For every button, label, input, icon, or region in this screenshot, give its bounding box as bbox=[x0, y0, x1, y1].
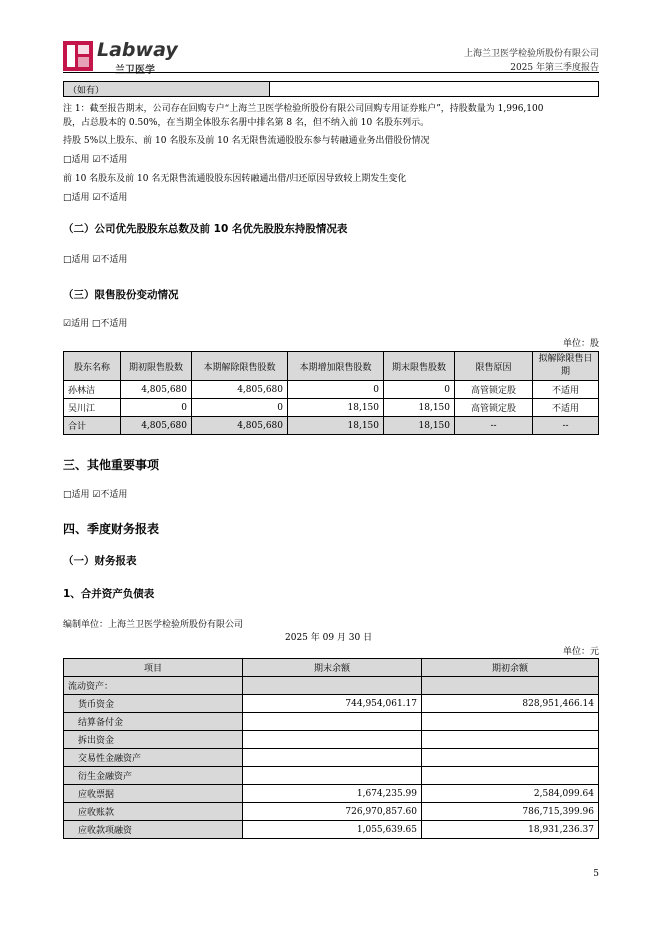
table-row bbox=[64, 399, 599, 417]
col-header: 本期解除限售股数 bbox=[192, 352, 288, 381]
change-choice: □适用 ☑不适用 bbox=[63, 193, 128, 203]
table-cell: 4,805,680 bbox=[192, 381, 288, 399]
table-cell: 2,584,099.64 bbox=[422, 785, 599, 803]
col-header: 拟解除限售日期 bbox=[533, 352, 599, 381]
table-row bbox=[64, 677, 599, 695]
header-report: 2025 年第三季度报告 bbox=[510, 63, 599, 73]
row-label: 衍生金融资产 bbox=[64, 767, 243, 785]
other-matters-heading: 三、其他重要事项 bbox=[63, 458, 160, 472]
table-cell: 高管锁定股 bbox=[455, 381, 533, 399]
table-cell bbox=[422, 677, 599, 695]
note1-line2: 股，占总股本的 0.50%，在当期全体股东名册中排名第 8 名，但不纳入前 10 名股东列示。 bbox=[63, 118, 430, 128]
table-cell: 786,715,399.96 bbox=[422, 803, 599, 821]
col-header: 项目 bbox=[64, 659, 243, 677]
table-cell: 4,805,680 bbox=[121, 381, 192, 399]
table-cell: 18,150 bbox=[384, 399, 455, 417]
table-cell: 18,150 bbox=[288, 417, 384, 435]
top-table-empty bbox=[270, 82, 599, 97]
table-cell bbox=[422, 749, 599, 767]
row-label: 流动资产： bbox=[64, 677, 243, 695]
balance-sheet-table bbox=[63, 658, 599, 839]
page-number: 5 bbox=[593, 869, 599, 879]
table-cell: 18,931,236.37 bbox=[422, 821, 599, 839]
table-cell: 726,970,857.60 bbox=[243, 803, 422, 821]
preferred-heading: （二）公司优先股股东总数及前 10 名优先股股东持股情况表 bbox=[63, 223, 348, 235]
table-cell bbox=[422, 713, 599, 731]
col-header: 本期增加限售股数 bbox=[288, 352, 384, 381]
table-row bbox=[64, 821, 599, 839]
table-cell: 4,805,680 bbox=[121, 417, 192, 435]
col-header: 限售原因 bbox=[455, 352, 533, 381]
table-header-row bbox=[64, 352, 599, 381]
table-cell: 吴川江 bbox=[64, 399, 121, 417]
restricted-table bbox=[63, 351, 599, 435]
lending-title: 持股 5%以上股东、前 10 名股东及前 10 名无限售流通股股东参与转融通业务出借股份情况 bbox=[63, 136, 430, 146]
table-row bbox=[64, 803, 599, 821]
table-cell bbox=[422, 767, 599, 785]
table-row bbox=[64, 731, 599, 749]
table-row bbox=[64, 713, 599, 731]
table-cell: -- bbox=[455, 417, 533, 435]
financial-subheading: （一）财务报表 bbox=[63, 555, 137, 567]
balance-unit: 单位：元 bbox=[562, 647, 599, 657]
table-cell: 不适用 bbox=[533, 399, 599, 417]
row-label: 拆出资金 bbox=[64, 731, 243, 749]
table-row bbox=[64, 785, 599, 803]
lending-choice: □适用 ☑不适用 bbox=[63, 155, 128, 165]
table-row bbox=[64, 381, 599, 399]
table-cell: 18,150 bbox=[288, 399, 384, 417]
table-row bbox=[64, 749, 599, 767]
other-matters-choice: □适用 ☑不适用 bbox=[63, 490, 128, 500]
row-label: 货币资金 bbox=[64, 695, 243, 713]
table-cell: 1,055,639.65 bbox=[243, 821, 422, 839]
table-header-row bbox=[64, 659, 599, 677]
logo-subtitle: 兰卫医学 bbox=[115, 65, 155, 76]
balance-date: 2025 年 09 月 30 日 bbox=[285, 633, 373, 643]
note1-line1: 注 1：截至报告期末，公司存在回购专户“上海兰卫医学检验所股份有限公司回购专用证券账户”，持股数量为 1,996,100 bbox=[63, 104, 544, 114]
table-cell: 孙林洁 bbox=[64, 381, 121, 399]
restricted-heading: （三）限售股份变动情况 bbox=[63, 289, 179, 301]
restricted-choice: ☑适用 □不适用 bbox=[63, 319, 128, 329]
table-total-row bbox=[64, 417, 599, 435]
col-header: 期初限售股数 bbox=[121, 352, 192, 381]
preferred-choice: □适用 ☑不适用 bbox=[63, 255, 128, 265]
change-title: 前 10 名股东及前 10 名无限售流通股股东因转融通出借/归还原因导致较上期发生变化 bbox=[63, 174, 407, 184]
header-divider bbox=[63, 72, 599, 73]
restricted-unit: 单位：股 bbox=[562, 339, 599, 349]
table-cell: 高管锁定股 bbox=[455, 399, 533, 417]
table-cell: -- bbox=[533, 417, 599, 435]
table-cell: 744,954,061.17 bbox=[243, 695, 422, 713]
table-cell bbox=[243, 767, 422, 785]
header-info bbox=[464, 47, 599, 75]
table-cell: 不适用 bbox=[533, 381, 599, 399]
table-cell bbox=[243, 749, 422, 767]
balance-sheet-heading: 1、合并资产负债表 bbox=[63, 588, 155, 600]
table-cell bbox=[422, 731, 599, 749]
financial-statements-heading: 四、季度财务报表 bbox=[63, 522, 160, 536]
table-cell bbox=[243, 677, 422, 695]
row-label: 应收账款 bbox=[64, 803, 243, 821]
compiler-unit: 编制单位：上海兰卫医学检验所股份有限公司 bbox=[63, 620, 244, 630]
company-logo bbox=[63, 39, 178, 75]
table-cell: 0 bbox=[384, 381, 455, 399]
row-label: 结算备付金 bbox=[64, 713, 243, 731]
row-label: 应收票据 bbox=[64, 785, 243, 803]
table-cell bbox=[243, 731, 422, 749]
table-cell: 合计 bbox=[64, 417, 121, 435]
table-cell: 0 bbox=[288, 381, 384, 399]
table-cell: 18,150 bbox=[384, 417, 455, 435]
col-header: 期初余额 bbox=[422, 659, 599, 677]
table-cell: 0 bbox=[192, 399, 288, 417]
col-header: 股东名称 bbox=[64, 352, 121, 381]
table-row bbox=[64, 695, 599, 713]
table-cell: 4,805,680 bbox=[192, 417, 288, 435]
row-label: 交易性金融资产 bbox=[64, 749, 243, 767]
col-header: 期末限售股数 bbox=[384, 352, 455, 381]
top-table-cell: （如有） bbox=[64, 82, 270, 97]
top-table-fragment bbox=[63, 81, 599, 97]
logo-wordmark: Labway bbox=[97, 39, 178, 61]
table-cell: 1,674,235.99 bbox=[243, 785, 422, 803]
header-company: 上海兰卫医学检验所股份有限公司 bbox=[463, 49, 599, 59]
table-row bbox=[64, 767, 599, 785]
table-cell: 0 bbox=[121, 399, 192, 417]
table-cell bbox=[243, 713, 422, 731]
table-cell: 828,951,466.14 bbox=[422, 695, 599, 713]
row-label: 应收款项融资 bbox=[64, 821, 243, 839]
col-header: 期末余额 bbox=[243, 659, 422, 677]
